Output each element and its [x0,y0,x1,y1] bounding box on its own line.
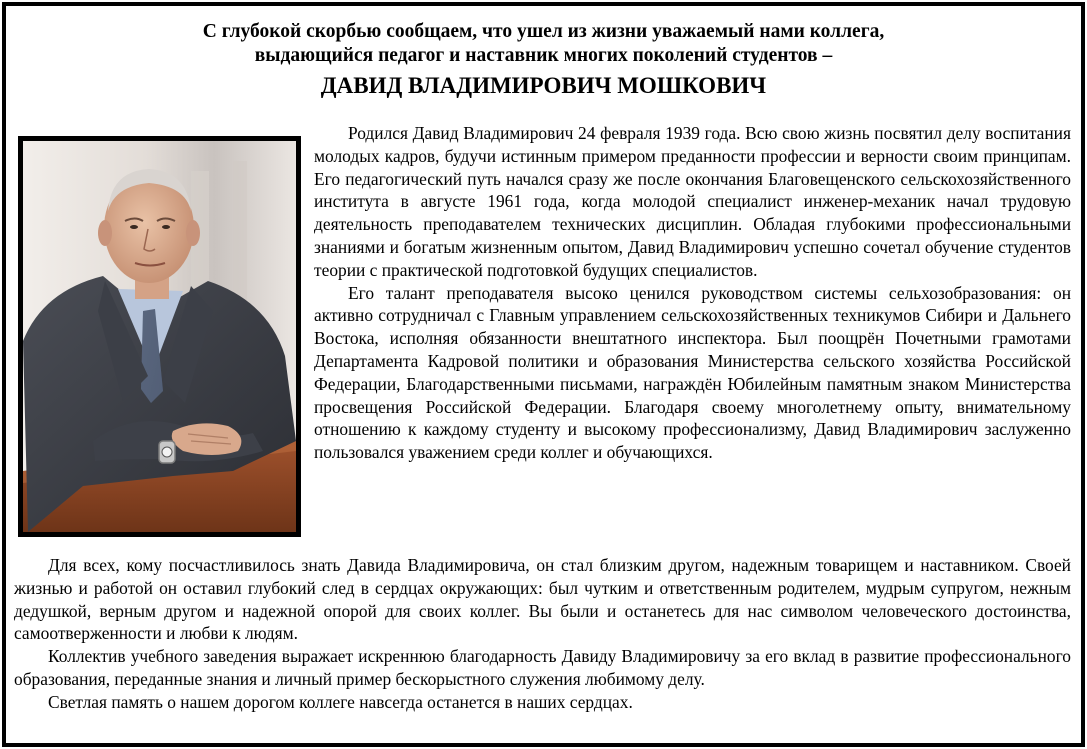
obituary-frame [2,2,1085,747]
bio-paragraph-2: Его талант преподавателя высоко ценился руководством системы сельхозобразования: он активно сотрудничал с Главным управлением сельскохозяйственных техникумов Сибири и Дальнего Востока, исполняя обязанности внештатного инспектора. Был поощрён Почетными грамотами Департамента Кадровой политики и образования Министерства сельского хозяйства Российской Федерации, Благодарственными письмами, награждён Юбилейным памятным знаком Министерства просвещения Российской Федерации. Благодаря своему многолетнему опыту, внимательному отношению к каждому студенту и высокому профессионализму, Давид Владимирович заслуженно пользовался уважением среди коллег и обучающихся. [314,282,1071,463]
portrait-photo [18,136,301,537]
header-line-1: С глубокой скорбью сообщаем, что ушел из жизни уважаемый нами коллега, [202,21,885,42]
person-name: ДАВИД ВЛАДИМИРОВИЧ МОШКОВИЧ [320,73,767,98]
bio-column [314,122,1071,464]
tribute-paragraph-1: Для всех, кому посчастливилось знать Давида Владимировича, он стал близким другом, надежным товарищем и наставником. Своей жизнью и работой он оставил глубокий след в сердцах окружающих: был чутким и ответственным родителем, мудрым супругом, нежным дедушкой, верным другом и надежной опорой для своих коллег. Вы были и останетесь для нас символом человеческого достоинства, самоотверженности и любви к людям. [14,555,1071,644]
header-line-2: выдающийся педагог и наставник многих поколений студентов – [254,45,833,66]
tribute-section [14,554,1071,714]
obituary-header [6,20,1081,100]
bio-paragraph-1: Родился Давид Владимирович 24 февраля 1939 года. Всю свою жизнь посвятил делу воспитания молодых кадров, будучи истинным примером преданности профессии и верности своим принципам. Его педагогический путь начался сразу же после окончания Благовещенского сельскохозяйственного института в августе 1961 года, когда молодой специалист инженер-механик начал трудовую деятельность преподавателем технических дисциплин. Обладая глубокими профессиональными знаниями и богатым жизненным опытом, Давид Владимирович успешно сочетал обучение студентов теории с практической подготовкой будущих специалистов. [314,123,1071,280]
memory-paragraph: Светлая память о нашем дорогом коллеге навсегда останется в наших сердцах. [48,691,633,712]
tribute-paragraph-2: Коллектив учебного заведения выражает искреннюю благодарность Давиду Владимировичу за его вклад в развитие профессионального образования, переданные знания и личный пример бескорыстного служения любимому делу. [14,646,1071,689]
